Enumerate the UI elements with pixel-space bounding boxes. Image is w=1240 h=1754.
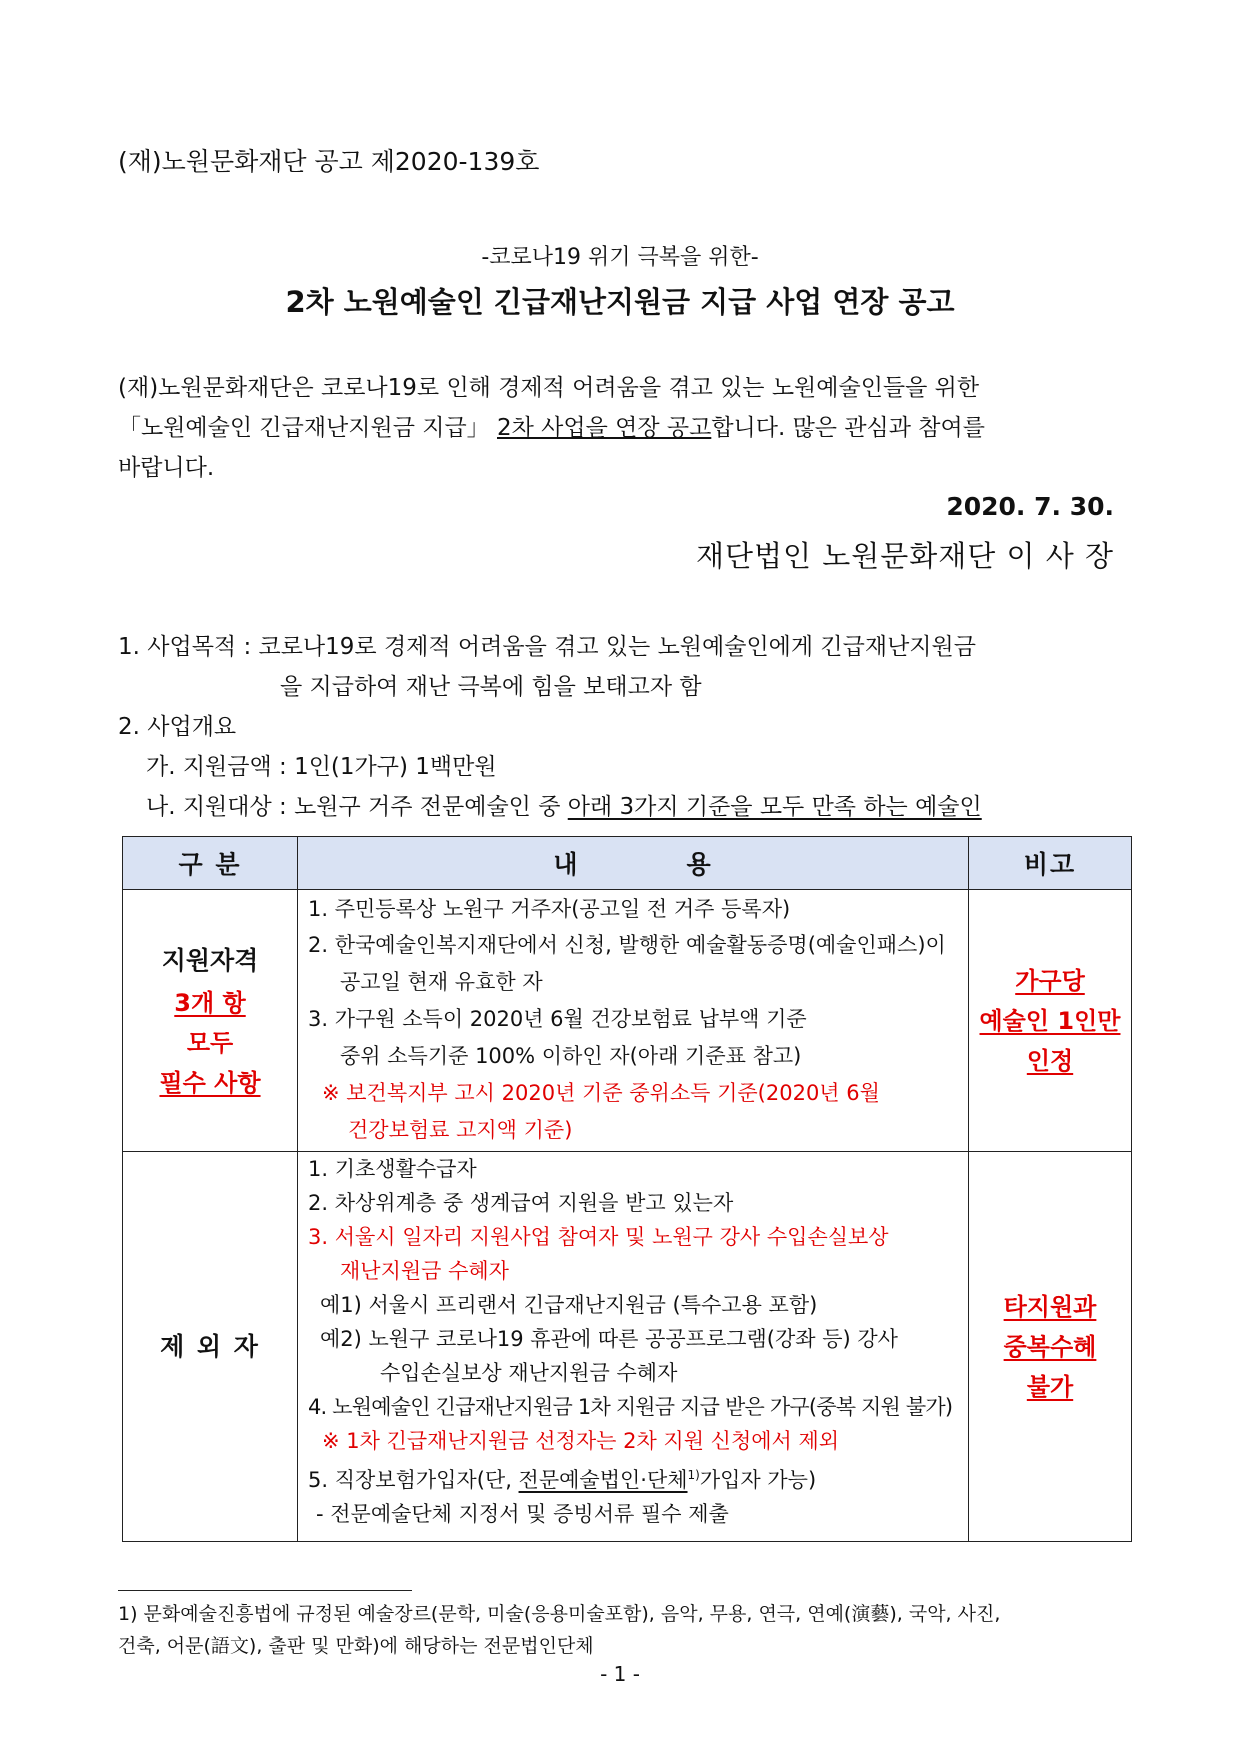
section-overview: 2. 사업개요 bbox=[118, 714, 237, 740]
header-remark: 비고 bbox=[969, 837, 1132, 890]
list-item: 1. 기초생활수급자 bbox=[308, 1157, 477, 1181]
section-target bbox=[146, 788, 982, 821]
intro-line-2 bbox=[118, 408, 1120, 448]
exclusion-remark-2 bbox=[970, 1327, 1130, 1367]
intro-line-1: (재)노원문화재단은 코로나19로 인해 경제적 어려움을 겪고 있는 노원예술인들을 위한 bbox=[118, 375, 980, 401]
eligibility-remark-2 bbox=[970, 1001, 1130, 1041]
section-target-underlined: 아래 3가지 기준을 모두 만족 하는 예술인 bbox=[567, 794, 982, 820]
eligibility-remark bbox=[969, 890, 1132, 1152]
intro-line-2-underlined: 2차 사업을 연장 공고 bbox=[497, 415, 712, 441]
list-item: 1. 주민등록상 노원구 거주자(공고일 전 거주 등록자) bbox=[308, 897, 791, 921]
list-item: 2. 차상위계층 중 생계급여 지원을 받고 있는자 bbox=[308, 1191, 734, 1215]
criteria-table bbox=[122, 836, 1132, 1542]
eligibility-label: 지원자격 bbox=[161, 945, 259, 975]
section-target-prefix: 나. 지원대상 : 노원구 거주 전문예술인 중 bbox=[146, 794, 568, 820]
notice-date: 2020. 7. 30. bbox=[946, 492, 1114, 521]
subtitle: -코로나19 위기 극복을 위한- bbox=[481, 245, 759, 270]
list-item: 재난지원금 수혜자 bbox=[340, 1259, 509, 1283]
footnote bbox=[118, 1598, 1120, 1662]
notice-number: (재)노원문화재단 공고 제2020-139호 bbox=[118, 147, 540, 176]
list-item-5-underlined: 전문예술법인·단체 bbox=[518, 1468, 688, 1492]
exclusion-label: 제 외 자 bbox=[160, 1331, 260, 1361]
eligibility-note-3-text: 필수 사항 bbox=[159, 1068, 261, 1097]
list-item: 공고일 현재 유효한 자 bbox=[340, 970, 543, 994]
eligibility-remark-2-text: 예술인 1인만 bbox=[979, 1006, 1121, 1035]
intro-line-2-a: 「노원예술인 긴급재난지원금 지급」 bbox=[118, 415, 497, 441]
eligibility-remark-1 bbox=[970, 961, 1130, 1001]
list-item: 수입손실보상 재난지원금 수혜자 bbox=[380, 1361, 678, 1385]
list-item-5-b: 가입자 가능) bbox=[699, 1468, 817, 1492]
table-header-row bbox=[123, 837, 1132, 890]
eligibility-note-1-text: 3개 항 bbox=[174, 988, 246, 1017]
exclusion-remark-3 bbox=[970, 1367, 1130, 1407]
list-item: 2. 한국예술인복지재단에서 신청, 발행한 예술활동증명(예술인패스)이 bbox=[308, 933, 946, 957]
eligibility-content bbox=[298, 890, 969, 1152]
intro-line-3: 바랍니다. bbox=[118, 455, 215, 481]
eligibility-note-2: 모두 bbox=[186, 1028, 234, 1057]
intro-paragraph bbox=[118, 368, 1120, 488]
exclusion-remark-1-text: 타지원과 bbox=[1003, 1292, 1097, 1321]
eligibility-remark-1-text: 가구당 bbox=[1015, 966, 1085, 995]
header-category: 구 분 bbox=[123, 837, 298, 890]
list-item: 3. 가구원 소득이 2020년 6월 건강보험료 납부액 기준 bbox=[308, 1007, 807, 1031]
section-amount: 가. 지원금액 : 1인(1가구) 1백만원 bbox=[146, 754, 497, 780]
header-content: 내 용 bbox=[298, 837, 969, 890]
exclusion-remark-2-text: 중복수혜 bbox=[1003, 1332, 1097, 1361]
exclusion-content bbox=[298, 1152, 969, 1542]
footnote-ref: 1) bbox=[687, 1468, 700, 1482]
list-item: 중위 소득기준 100% 이하인 자(아래 기준표 참고) bbox=[340, 1044, 802, 1068]
list-item: 예2) 노원구 코로나19 휴관에 따른 공공프로그램(강좌 등) 강사 bbox=[320, 1327, 898, 1351]
page-number: - 1 - bbox=[600, 1662, 640, 1686]
list-item: 예1) 서울시 프리랜서 긴급재난지원금 (특수고용 포함) bbox=[320, 1293, 818, 1317]
exclusion-remark bbox=[969, 1152, 1132, 1542]
intro-line-2-b: 합니다. 많은 관심과 참여를 bbox=[711, 415, 985, 441]
section-purpose-cont: 을 지급하여 재난 극복에 힘을 보태고자 함 bbox=[280, 674, 702, 700]
exclusion-label-cell bbox=[123, 1152, 298, 1542]
list-item-5-a: 5. 직장보험가입자(단, bbox=[308, 1468, 519, 1492]
section-purpose: 1. 사업목적 : 코로나19로 경제적 어려움을 겪고 있는 노원예술인에게 긴급재난지원금 bbox=[118, 634, 976, 660]
table-row-exclusion bbox=[123, 1152, 1132, 1542]
list-item: - 전문예술단체 지정서 및 증빙서류 필수 제출 bbox=[316, 1502, 729, 1526]
eligibility-remark-3 bbox=[970, 1041, 1130, 1081]
list-item: 4. 노원예술인 긴급재난지원금 1차 지원금 지급 받은 가구(중복 지원 불가) bbox=[308, 1395, 953, 1419]
list-item bbox=[308, 1458, 960, 1497]
eligibility-label-cell bbox=[123, 890, 298, 1152]
eligibility-note-1 bbox=[124, 983, 296, 1023]
eligibility-note-3 bbox=[124, 1063, 296, 1103]
page-title: 2차 노원예술인 긴급재난지원금 지급 사업 연장 공고 bbox=[285, 285, 955, 319]
list-item-note: 건강보험료 고지액 기준) bbox=[348, 1118, 573, 1142]
table-row-eligibility bbox=[123, 890, 1132, 1152]
list-item-note: ※ 보건복지부 고시 2020년 기준 중위소득 기준(2020년 6월 bbox=[322, 1081, 880, 1105]
exclusion-remark-1 bbox=[970, 1287, 1130, 1327]
footnote-divider bbox=[118, 1590, 412, 1591]
footnote-line-1: 1) 문화예술진흥법에 규정된 예술장르(문학, 미술(응용미술포함), 음악, 무용, 연극, 연예(演藝), 국악, 사진, bbox=[118, 1603, 1001, 1625]
footnote-line-2: 건축, 어문(語文), 출판 및 만화)에 해당하는 전문법인단체 bbox=[118, 1635, 594, 1657]
list-item: 3. 서울시 일자리 지원사업 참여자 및 노원구 강사 수입손실보상 bbox=[308, 1225, 889, 1249]
eligibility-remark-3-text: 인정 bbox=[1026, 1046, 1074, 1075]
list-item-note: ※ 1차 긴급재난지원금 선정자는 2차 지원 신청에서 제외 bbox=[322, 1429, 840, 1453]
exclusion-remark-3-text: 불가 bbox=[1026, 1372, 1074, 1401]
issuer: 재단법인 노원문화재단 이 사 장 bbox=[695, 539, 1114, 573]
